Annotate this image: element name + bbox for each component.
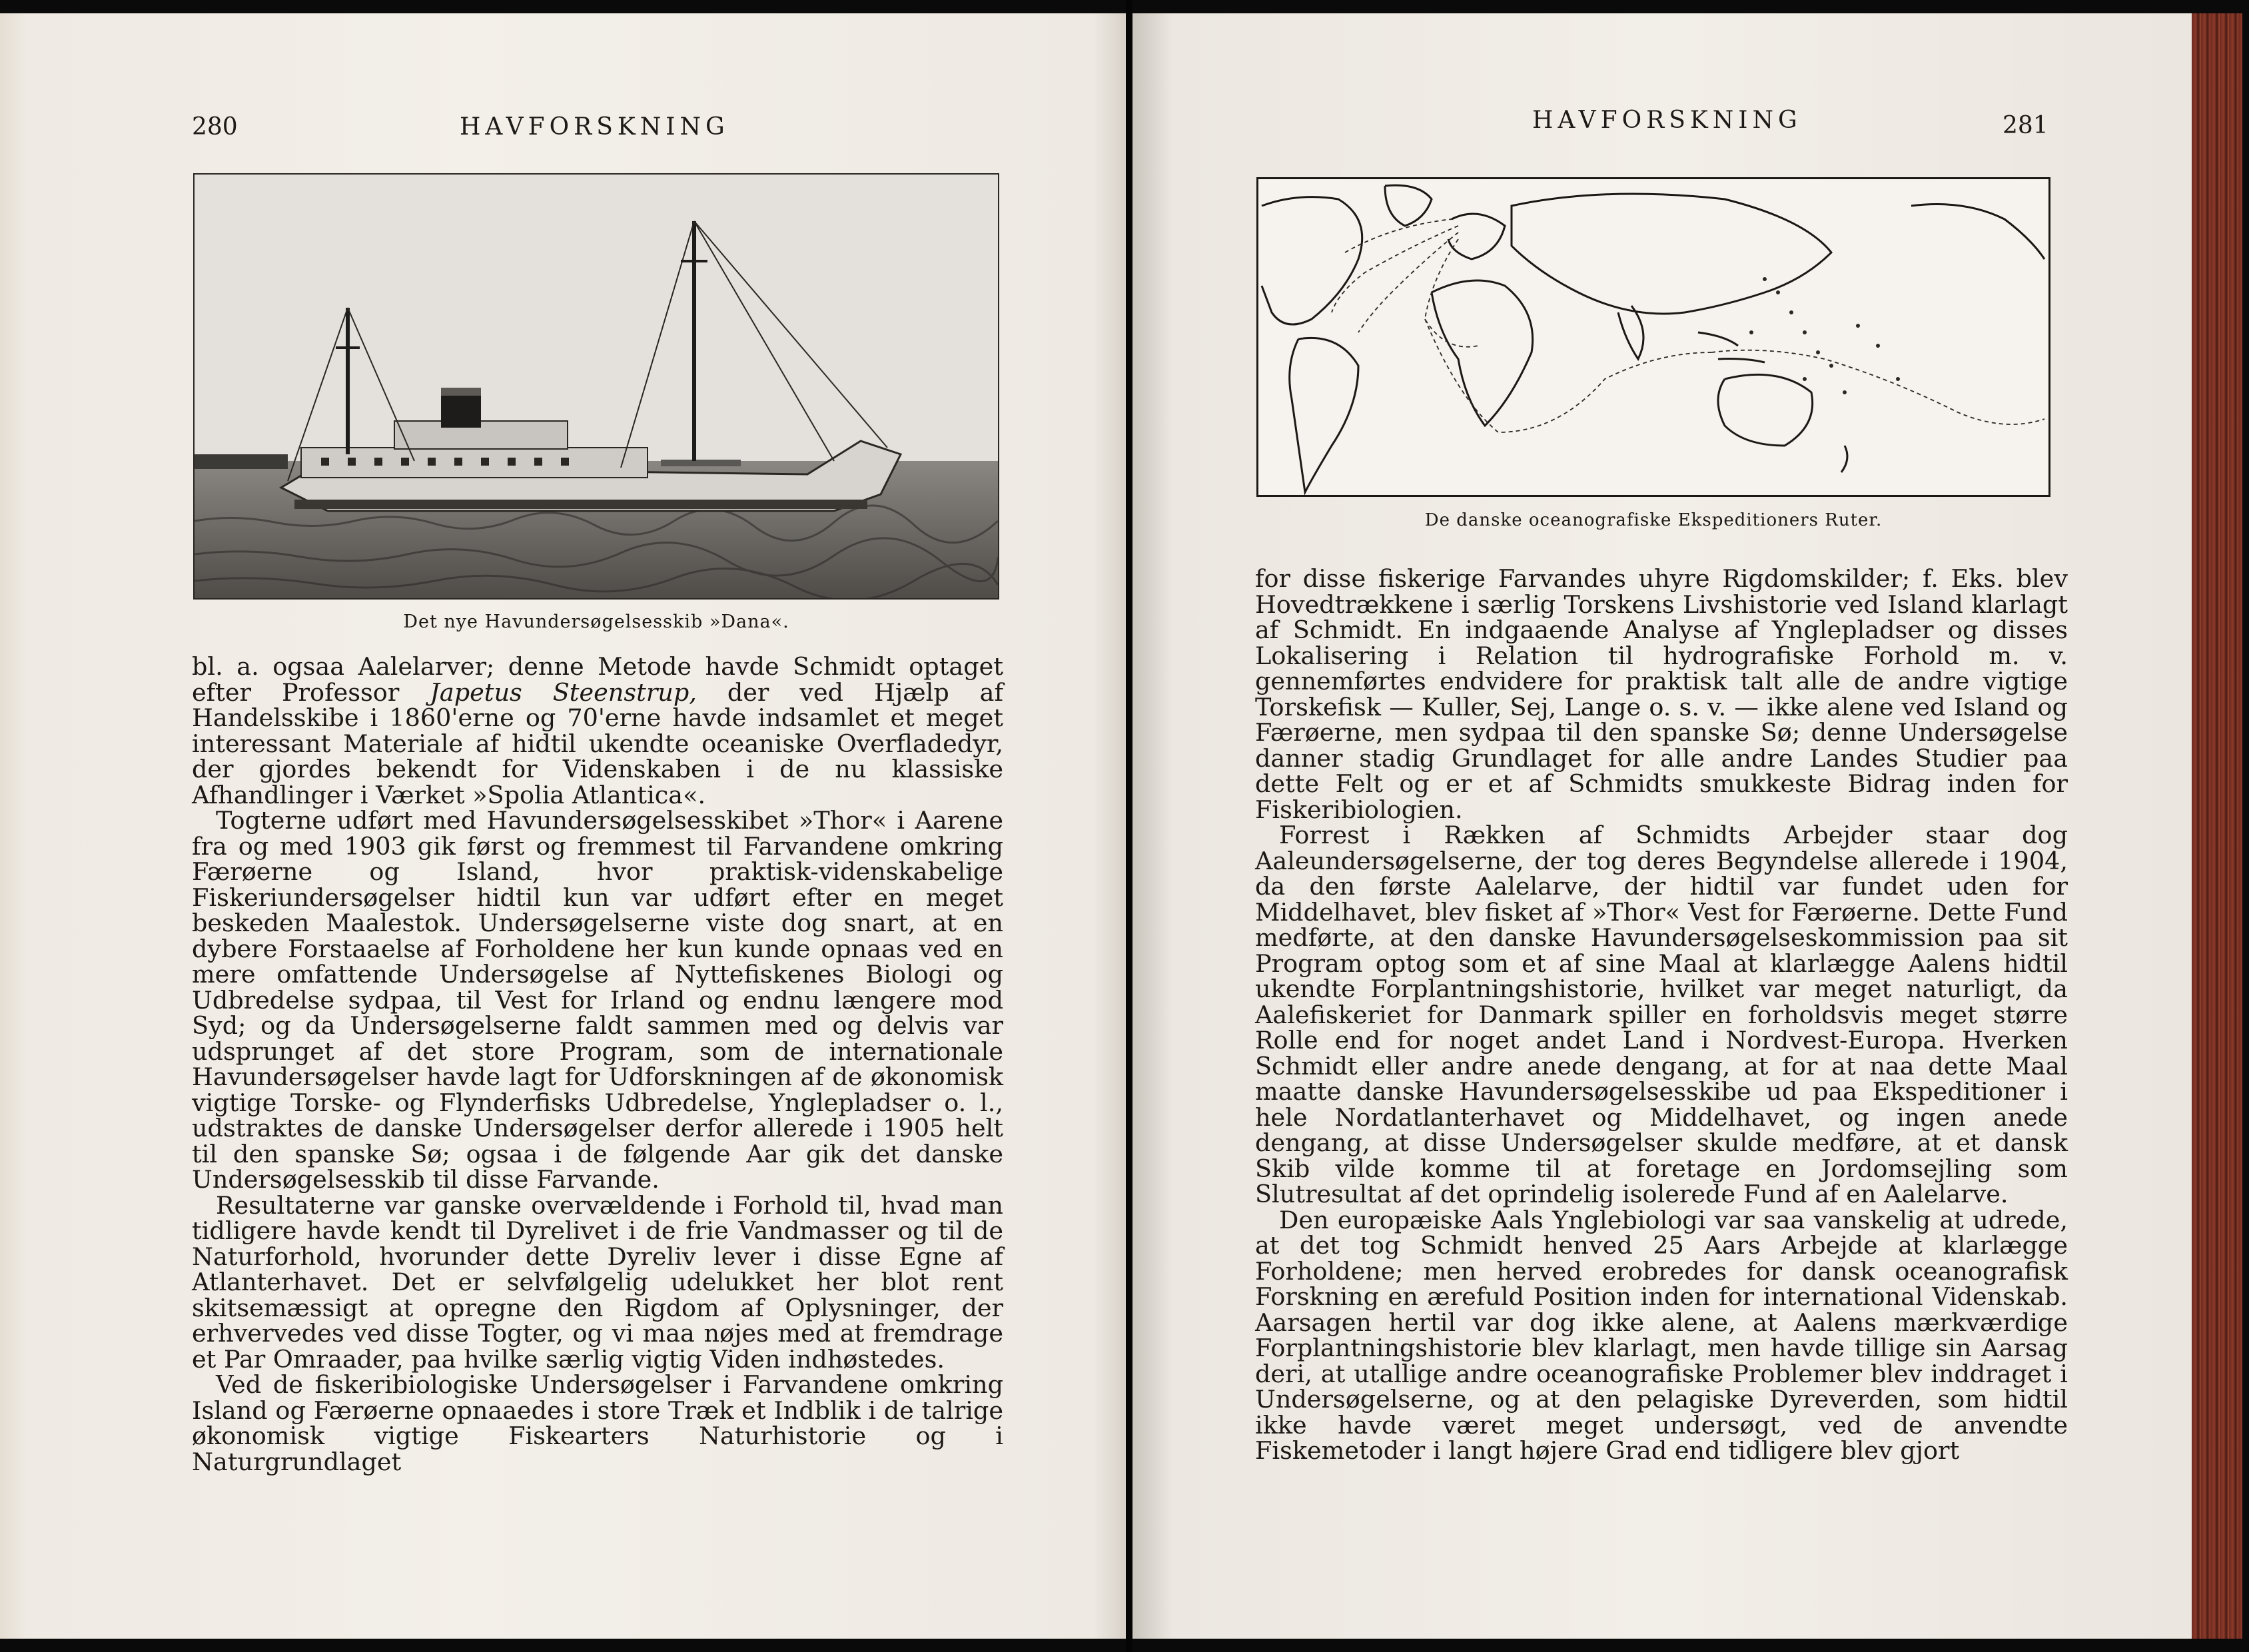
book-page-stack-right [2192, 13, 2242, 1639]
paragraph: bl. a. ogsaa Aalelarver; denne Metode havde Schmidt optaget efter Professor Japetus Steenstrup, der ved Hjælp af Handelsskibe i 1860'erne og 70'erne havde indsamlet et meget interessant Materiale af hidtil ukendte oceaniske Overfladedyr, der gjordes bekendt for Videnskaben i de nu klassiske Afhandlinger i Værket »Spolia Atlantica«. [192, 652, 1004, 809]
paragraph: Togterne udført med Havundersøgelsesskibet »Thor« i Aarene fra og med 1903 gik først og fremmest til Farvandene omkring Færøerne og Island, hvor praktisk-videnskabelige Fiskeriundersøgelser hidtil kun var udført efter en meget beskeden Maalestok. Undersøgelserne viste dog snart, at en dybere Forstaaelse af Forholdene her kun kunde opnaas ved en mere omfattende Undersøgelse af Nyttefiskenes Biologi og Udbredelse sydpaa, til Vest for Irland og endnu længere mod Syd; og da Undersøgelserne faldt sammen med og delvis var udsprunget af det store Program, som de internationale Havundersøgelser havde lagt for Udforskningen af de økonomisk vigtige Torske- og Flynderfisks Udbredelse, Ynglepladser o. l., udstraktes de danske Undersøgelser derfor allerede i 1905 helt til den spanske Sø; ogsaa i de følgende Aar gik det danske Undersøgelsesskib til disse Farvande. [192, 806, 1003, 1194]
left-body-text [192, 654, 1003, 1475]
right-page [1132, 13, 2192, 1639]
ship-photo [193, 173, 999, 600]
running-head: HAVFORSKNING [1532, 107, 1802, 134]
paragraph: Forrest i Rækken af Schmidts Arbejder staar dog Aaleundersøgelserne, der tog deres Begyndelse allerede i 1904, da den første Aalelarve, der hidtil var fundet uden for Middelhavet, blev fisket af »Thor« Vest for Færøerne. Dette Fund medførte, at den danske Havundersøgelseskommission paa sit Program optog som et af sine Maal at klarlægge Aalens hidtil ukendte Forplantningshistorie, hvilket var meget naturligt, da Aalefiskeriet for Danmark spiller en forholdsvis meget større Rolle end for noget andet Land i Nordvest-Europa. Hverken Schmidt eller andre anede dengang, at for at naa dette Maal maatte danske Havundersøgelsesskibe ud paa Ekspeditioner i hele Nordatlanterhavet og Middelhavet, og ingen anede dengang, at disse Undersøgelser skulde medføre, at et dansk Skib vilde komme til at foretage en Jordomsejling som Slutresultat af det oprindelig isolerede Fund af en Aalelarve. [1255, 821, 2068, 1208]
paragraph: Den europæiske Aals Ynglebiologi var saa vanskelig at udrede, at det tog Schmidt henved 25 Aars Arbejde at klarlægge Forholdene; men herved erobredes for dansk oceanografisk Forskning en ærefuld Position inden for international Videnskab. Aarsagen hertil var dog ikke alene, at Aalens mærkværdige Forplantningshistorie blev klarlagt, men havde tillige sin Aarsag deri, at utallige andre oceanografiske Problemer blev inddraget i Undersøgelserne, og at den pelagiske Dyreverden, som hidtil ikke havde været meget undersøgt, ved de anvendte Fiskemetoder i langt højere Grad end tidligere blev gjort [1255, 1205, 2068, 1465]
running-head: HAVFORSKNING [460, 113, 729, 141]
right-body-text [1255, 566, 2068, 1464]
page-number: 281 [2003, 112, 2048, 139]
left-page [0, 13, 1126, 1639]
book-gutter [1126, 0, 1132, 1652]
photo-caption: Det nye Havundersøgelsesskib »Dana«. [403, 612, 789, 632]
world-map [1256, 177, 2050, 497]
map-caption: De danske oceanografiske Ekspeditioners Ruter. [1424, 510, 1883, 530]
paragraph: for disse fiskerige Farvandes uhyre Rigdomskilder; f. Eks. blev Hovedtrækkene i særlig Torskens Livshistorie ved Island klarlagt af Schmidt. En indgaaende Analyse af Ynglepladser og disses Lokalisering i Relation til hydrografiske Forhold m. v. gennemførtes endvidere for praktisk talt alle de andre vigtige Torskefisk — Kuller, Sej, Lange o. s. v. — ikke alene ved Island og Færøerne, men sydpaa til den spanske Sø; denne Undersøgelse danner stadig Grundlaget for alle andre Landes Studier paa dette Felt og er et af Schmidts smukkeste Bidrag inden for Fiskeribiologien. [1255, 564, 2068, 824]
paragraph: Ved de fiskeribiologiske Undersøgelser i Farvandene omkring Island og Færøerne opnaaedes i store Træk et Indblik i de talrige økonomisk vigtige Fiskearters Naturhistorie og i Naturgrundlaget [192, 1370, 1003, 1476]
page-number: 280 [192, 113, 238, 141]
paragraph: Resultaterne var ganske overvældende i Forhold til, hvad man tidligere havde kendt til Dyrelivet i de frie Vandmasser og til de Naturforhold, hvorunder dette Dyreliv lever i disse Egne af Atlanterhavet. Det er selvfølgelig udelukket her blot rent skitsemæssigt at opregne den Rigdom af Oplysninger, der erhvervedes ved disse Togter, og vi maa nøjes med at fremdrage et Par Omraader, paa hvilke særlig vigtig Viden indhøstedes. [192, 1190, 1003, 1374]
